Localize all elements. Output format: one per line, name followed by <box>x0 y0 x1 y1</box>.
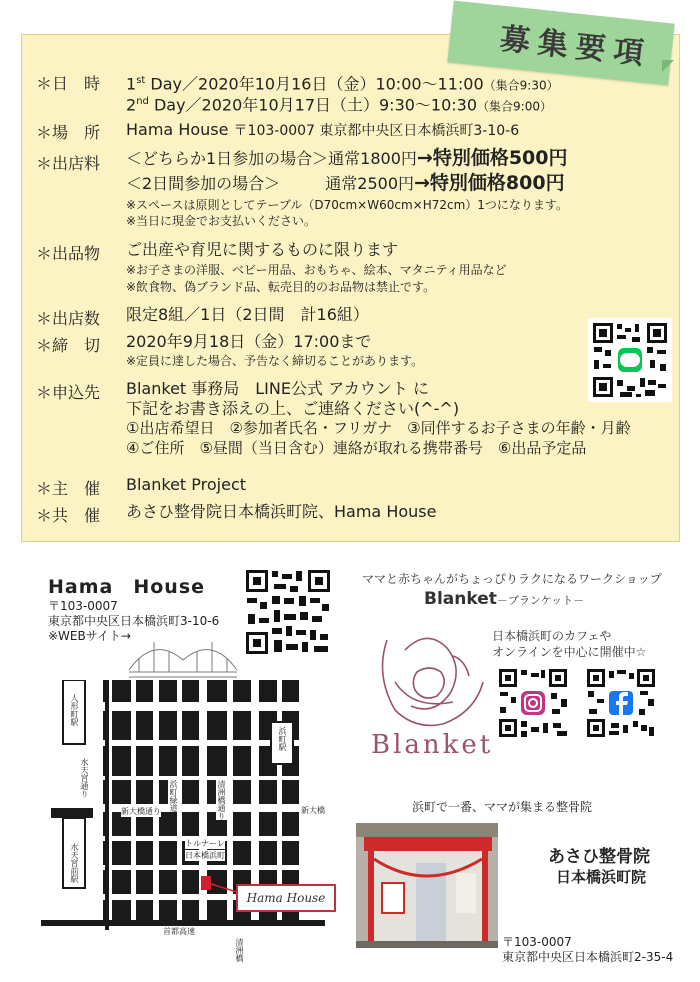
place-value <box>126 119 519 142</box>
line-icon <box>620 353 640 367</box>
facebook-qr-code[interactable] <box>585 667 657 739</box>
day1-number: 1 <box>126 74 137 94</box>
map-label-shin-ohashi-dori: 新大橋通り <box>121 807 161 816</box>
deadline-label: ＊締 切 <box>36 336 101 355</box>
items-note-1: ※お子さまの洋服、ベビー用品、おもちゃ、絵本、マタニティ用品など <box>126 263 507 277</box>
hama-house-callout: Hama House <box>236 884 336 912</box>
place-label: ＊場 所 <box>36 123 101 142</box>
hama-house-title: Hama House <box>48 576 206 598</box>
asahi-storefront-photo <box>356 823 498 948</box>
asahi-zip: 〒103-0007 <box>502 935 572 949</box>
fee-one-day-text: ＜どちらか1日参加の場合＞通常1800円 <box>126 149 417 168</box>
access-map <box>41 680 325 963</box>
fee-note-1: ※スペースは原則としてテーブル（D70cm×W60cm×H72cm）1つになります。 <box>126 198 568 212</box>
day1-suffix: st <box>136 75 146 86</box>
map-label-tolnare: トルナーレ <box>185 839 225 848</box>
fee-two-days <box>126 173 565 194</box>
asahi-tagline: 浜町で一番、ママが集まる整骨院 <box>412 800 593 814</box>
apply-line-2: 下記をお書き添えの上、ご連絡ください(^-^) <box>126 399 460 418</box>
hama-house-web-label: ※WEBサイト→ <box>48 629 131 643</box>
count-text: 限定8組／1日（2日間 計16組） <box>126 305 369 324</box>
map-label-hamacho-ryokudo: 浜町緑道 <box>169 780 178 812</box>
fee-two-days-special: →特別価格800円 <box>414 172 565 194</box>
map-label-kiyosu-dori: 清洲橋通り <box>217 780 226 820</box>
deadline-note: ※定員に達した場合、予告なく締切ることがあります。 <box>126 354 424 368</box>
day2-number: 2 <box>126 95 137 115</box>
apply-line-4: ④ご住所 ⑤昼間（当日含む）連絡が取れる携帯番号 ⑥出品予定品 <box>126 439 587 457</box>
place-name: Hama House <box>126 120 229 139</box>
cosponsor-label: ＊共 催 <box>36 506 101 525</box>
fee-label: ＊出店料 <box>36 154 101 173</box>
items-label: ＊出品物 <box>36 244 101 263</box>
map-label-suitengumae: 水天宮前駅 <box>70 843 79 883</box>
map-label-shin-ohashi: 新大橋 <box>301 806 325 815</box>
items-text: ご出産や育児に関するものに限ります <box>126 240 399 259</box>
blanket-name-kana: －ブランケット－ <box>496 594 585 607</box>
map-label-kiyosu-bashi: 清洲橋 <box>235 938 244 962</box>
count-label: ＊出店数 <box>36 309 101 328</box>
blanket-logo-text: Blanket <box>371 730 494 760</box>
map-label-suitengu-dori: 水天宮通り <box>80 758 89 798</box>
map-label-tolnare-sub: 日本橋浜町 <box>185 851 225 860</box>
hama-house-marker <box>201 876 211 890</box>
blanket-logo <box>365 620 495 765</box>
map-label-hamacho: 浜町駅 <box>278 727 287 751</box>
asahi-branch: 日本橋浜町院 <box>556 868 647 886</box>
instagram-qr-code[interactable] <box>497 667 569 739</box>
blanket-description <box>492 628 646 660</box>
page-title: 募集要項 <box>498 21 654 73</box>
organizer-label: ＊主 催 <box>36 479 101 498</box>
asahi-address: 東京都中央区日本橋浜町2-35-4 <box>502 950 674 964</box>
day2-suffix: nd <box>136 96 149 107</box>
day2-text: Day／2020年10月17日（土）9:30～10:30 <box>148 95 478 115</box>
asahi-name: あさひ整骨院 <box>548 847 650 867</box>
organizer-text: Blanket Project <box>126 475 247 494</box>
ribbon-fold <box>662 60 674 72</box>
apply-line-1: Blanket 事務局 LINE公式 アカウント に <box>126 379 429 398</box>
blanket-name <box>424 589 584 609</box>
hama-house-qr-code[interactable] <box>244 568 332 656</box>
items-note-2: ※飲食物、偽ブランド品、転売目的のお品物は禁止です。 <box>126 280 436 294</box>
blanket-desc-line-2: オンラインを中心に開催中☆ <box>492 645 647 659</box>
apply-label: ＊申込先 <box>36 383 101 402</box>
facebook-icon <box>609 691 633 715</box>
mother-baby-icon <box>365 620 495 740</box>
date-day2 <box>126 91 552 117</box>
apply-line-3: ①出店希望日 ②参加者氏名・フリガナ ③同伴するお子さまの年齢・月齢 <box>126 419 631 437</box>
fee-one-day-special: →特別価格500円 <box>416 147 568 169</box>
hama-house-zip: 〒103-0007 <box>48 599 118 613</box>
fee-one-day <box>126 148 568 169</box>
line-qr-code[interactable] <box>588 318 672 402</box>
fee-two-days-normal: 通常2500円 <box>325 174 415 193</box>
date-label: ＊日 時 <box>36 74 101 93</box>
blanket-tagline: ママと赤ちゃんがちょっぴりラクになるワークショップ <box>362 572 662 586</box>
fee-note-2: ※当日に現金でお支払いください。 <box>126 214 317 228</box>
bridge-icon <box>124 630 242 686</box>
instagram-icon <box>521 691 545 715</box>
day2-note: （集合9:00） <box>477 99 552 114</box>
blanket-name-text: Blanket <box>424 589 497 609</box>
day1-text: Day／2020年10月16日（金）10:00～11:00 <box>145 74 484 94</box>
day1-note: （集合9:30） <box>483 78 559 93</box>
map-label-ningyocho: 人形町駅 <box>70 694 79 726</box>
asahi-address-block <box>502 935 673 965</box>
fee-two-days-text: ＜2日間参加の場合＞ <box>126 174 281 193</box>
place-address: 〒103-0007 東京都中央区日本橋浜町3-10-6 <box>233 123 520 139</box>
cosponsor-text: あさひ整骨院日本橋浜町院、Hama House <box>126 502 437 521</box>
map-label-shuto: 首都高速 <box>163 927 195 936</box>
deadline-text: 2020年9月18日（金）17:00まで <box>126 332 372 351</box>
blanket-desc-line-1: 日本橋浜町のカフェや <box>492 629 612 643</box>
hama-house-address: 東京都中央区日本橋浜町3-10-6 <box>48 614 220 628</box>
